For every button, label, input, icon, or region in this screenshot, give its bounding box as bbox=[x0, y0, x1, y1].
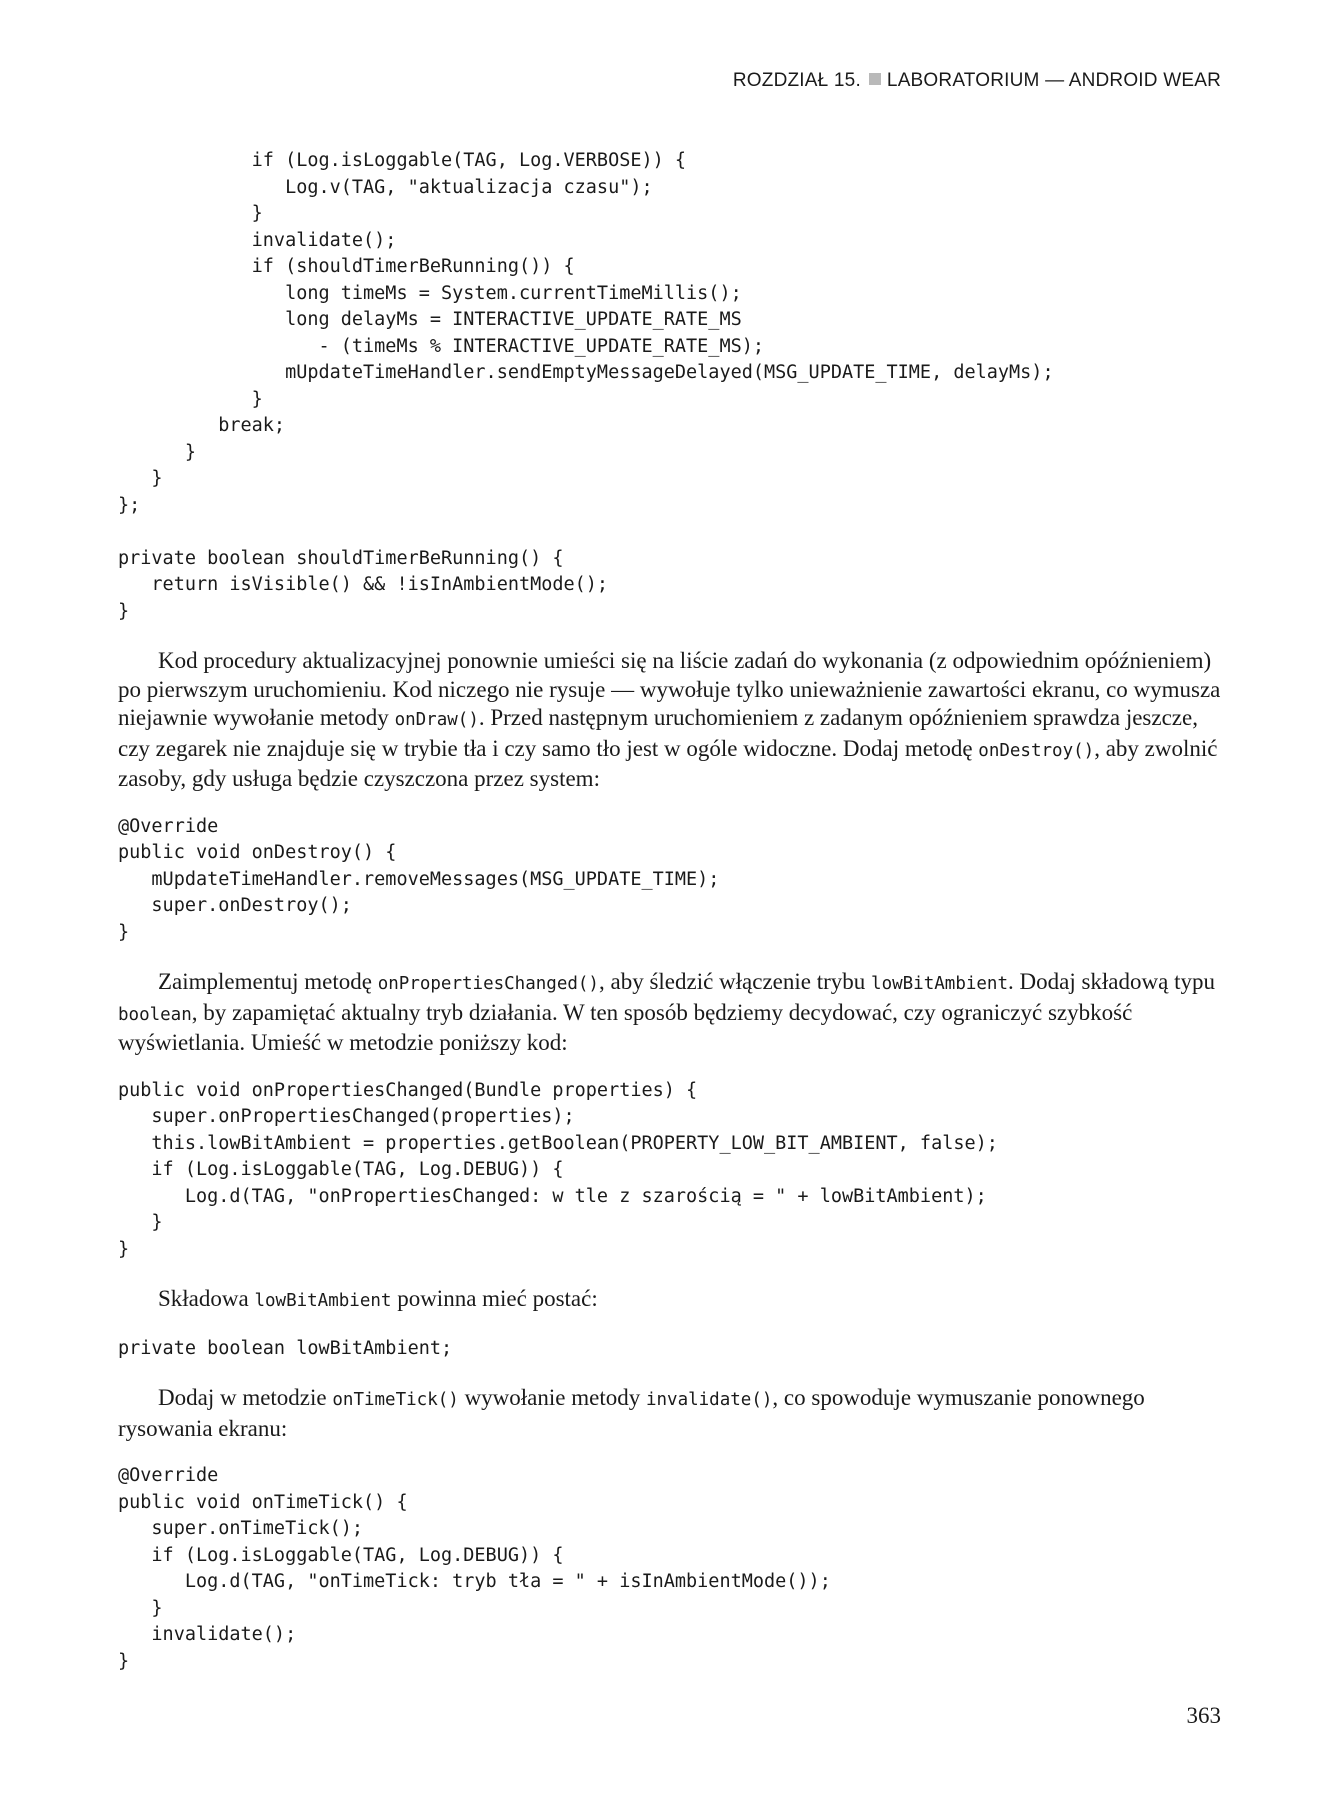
inline-code: onPropertiesChanged() bbox=[377, 974, 599, 994]
page-body bbox=[118, 148, 1222, 1675]
paragraph-update-procedure: Kod procedury aktualizacyjnej ponownie umieści się na liście zadań do wykonania (z odpowiednim opóźnieniem) po pierwszym uruchomieniu. Kod niczego nie rysuje — wywołuje tylko unieważnienie zawartości ekranu, co wymusza niejawnie wywołanie metody onDraw(). Przed następnym uruchomieniem z zadanym opóźnieniem sprawdza jeszcze, czy zegarek nie znajduje się w trybie tła i czy samo tło jest w ogóle widoczne. Dodaj metodę onDestroy(), aby zwolnić zasoby, gdy usługa będzie czyszczona przez system: bbox=[118, 648, 1221, 791]
code-listing-on-destroy: @Override public void onDestroy() { mUpdateTimeHandler.removeMessages(MSG_UPDATE_TIME); super.onDestroy(); } bbox=[118, 815, 720, 943]
inline-code: boolean bbox=[118, 1004, 192, 1025]
chapter-number: ROZDZIAŁ 15. bbox=[732, 70, 861, 91]
paragraph-low-bit-ambient: Składowa lowBitAmbient powinna mieć postać: bbox=[158, 1286, 598, 1311]
inline-code: onDestroy() bbox=[978, 740, 1095, 761]
running-header bbox=[733, 70, 1221, 92]
inline-code: lowBitAmbient bbox=[871, 974, 1008, 994]
code-listing-on-time-tick: @Override public void onTimeTick() { super.onTimeTick(); if (Log.isLoggable(TAG, Log.DEBUG)) { Log.d(TAG, "onTimeTick: tryb tła = " + isInAmbientMode()); } invalidate(); } bbox=[118, 1465, 831, 1672]
paragraph-on-time-tick: Dodaj w metodzie onTimeTick() wywołanie metody invalidate(), co spowoduje wymuszanie ponownego rysowania ekranu: bbox=[118, 1385, 1145, 1441]
inline-code: onDraw() bbox=[394, 710, 479, 730]
square-bullet-icon bbox=[869, 73, 881, 85]
inline-code: lowBitAmbient bbox=[254, 1291, 392, 1311]
chapter-title: LABORATORIUM — ANDROID WEAR bbox=[886, 70, 1221, 91]
code-listing-timer-handler: if (Log.isLoggable(TAG, Log.VERBOSE)) { Log.v(TAG, "aktualizacja czasu"); } invalidate(); if (shouldTimerBeRunning()) { long timeMs = System.currentTimeMillis(); long delayMs = INTERACTIVE_UPDATE_RATE_MS - (timeMs % INTERACTIVE_UPDATE_RATE_MS); mUpdateTimeHandler.sendEmptyMessageDelayed(MSG_UPDATE_TIME, delayMs); } break; } } }; private boolean shouldTimerBeRunning() { return isVisible() && !isInAmbientMode(); } bbox=[118, 150, 1054, 622]
code-listing-on-properties-changed: public void onPropertiesChanged(Bundle properties) { super.onPropertiesChanged(properties); this.lowBitAmbient = properties.getBoolean(PROPERTY_LOW_BIT_AMBIENT, false); if (Log.isLoggable(TAG, Log.DEBUG)) { Log.d(TAG, "onPropertiesChanged: w tle z szarością = " + lowBitAmbient); } } bbox=[118, 1079, 998, 1260]
code-listing-field-declaration: private boolean lowBitAmbient; bbox=[118, 1337, 453, 1359]
inline-code: invalidate() bbox=[645, 1390, 773, 1410]
paragraph-properties-changed: Zaimplementuj metodę onPropertiesChanged(), aby śledzić włączenie trybu lowBitAmbient. Dodaj składową typu boolean, by zapamiętać aktualny tryb działania. W ten sposób będziemy decydować, czy ograniczyć szybkość wyświetlania. Umieść w metodzie poniższy kod: bbox=[118, 969, 1215, 1055]
page-number: 363 bbox=[1186, 1703, 1221, 1728]
inline-code: onTimeTick() bbox=[332, 1390, 459, 1410]
